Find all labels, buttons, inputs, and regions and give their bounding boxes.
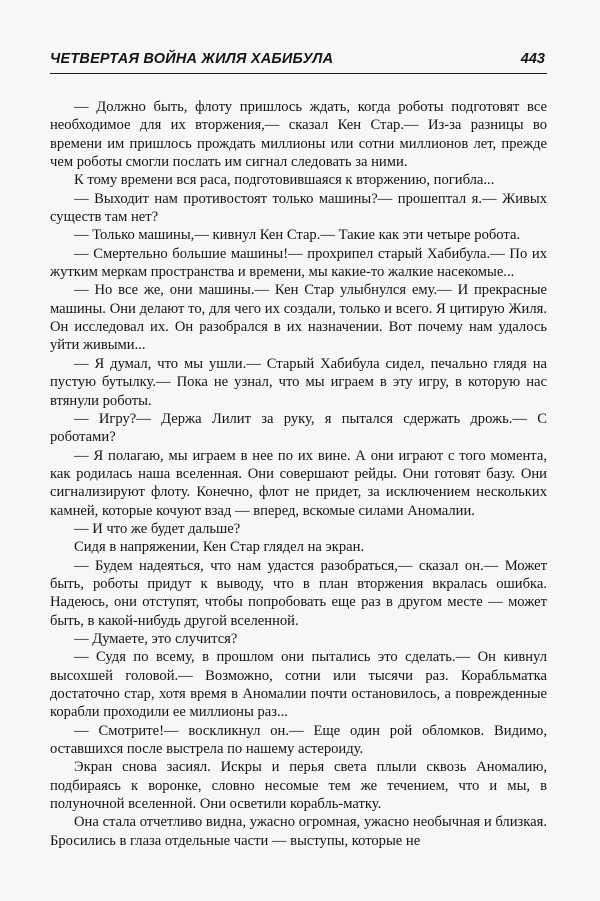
paragraph: — Я полагаю, мы играем в нее по их вине. А они играют с того момента, как родилась наша вселенная. Они совершают рейды. Они готовят базу. Они сигнализируют флоту. Конечно, флот не придет, за исключением нескольких камней, которые кочуют взад — вперед, вскомые силами Аномалии. (50, 447, 547, 519)
paragraph: — Должно быть, флоту пришлось ждать, когда роботы подготовят все необходимое для их вторжения,— сказал Кен Стар.— Из-за разницы во времени им пришлось прождать миллионы или сотни миллионов лет, прежде чем роботы смогли послать им сигнал следовать за ними. (50, 99, 547, 171)
paragraph: — Игру?— Держа Лилит за руку, я пытался сдержать дрожь.— С роботами? (50, 410, 547, 446)
body-text (50, 98, 547, 850)
paragraph: — Но все же, они машины.— Кен Стар улыбнулся ему.— И прекрасные машины. Они делают то, для чего их создали, только и всего. Я цитирую Жиля. Он исследовал их. Он разобрался в их назначении. Вот почему нам удалось уйти живыми... (50, 282, 547, 354)
paragraph: — Только машины,— кивнул Кен Стар.— Такие как эти четыре робота. (74, 227, 521, 244)
paragraph: — Смотрите!— воскликнул он.— Еще один рой обломков. Видимо, оставшихся после выстрела по нашему астероиду. (50, 722, 547, 758)
paragraph: — И что же будет дальше? (74, 520, 241, 537)
paragraph: — Будем надеяться, что нам удастся разобраться,— сказал он.— Может быть, роботы придут к выводу, что в план вторжения вкралась ошибка. Надеюсь, они отступят, чтобы попробовать еще раз в другом месте — может быть, в какой-нибудь другой вселенной. (50, 557, 547, 629)
chapter-title: ЧЕТВЕРТАЯ ВОЙНА ЖИЛЯ ХАБИБУЛА (50, 51, 334, 67)
page-number: 443 (520, 51, 545, 67)
paragraph: — Судя по всему, в прошлом они пытались это сделать.— Он кивнул высохшей головой.— Возможно, сотни или тысячи раз. Корабльматка достаточно стар, хотя время в Аномалии почти остановилось, а поврежденные корабли проходили ее миллионы раз... (50, 649, 547, 721)
paragraph: — Думаете, это случится? (74, 630, 238, 647)
paragraph: К тому времени вся раса, подготовившаяся к вторжению, погибла... (74, 172, 495, 189)
paragraph: — Я думал, что мы ушли.— Старый Хабибула сидел, печально глядя на пустую бутылку.— Пока не узнал, что мы играем в эту игру, в которую нас втянули роботы. (50, 355, 547, 409)
paragraph: — Смертельно большие машины!— прохрипел старый Хабибула.— По их жутким меркам пространства и времени, мы какие-то жалкие насекомые... (50, 245, 547, 281)
running-header (50, 49, 547, 74)
paragraph: Экран снова засиял. Искры и перья света плыли сквозь Аномалию, подбираясь к воронке, словно несомые тем же течением, что и мы, в полуночной вселенной. Они осветили корабль-матку. (50, 759, 547, 813)
paragraph: — Выходит нам противостоят только машины?— прошептал я.— Живых существ там нет? (50, 190, 547, 226)
paragraph: Сидя в напряжении, Кен Стар глядел на экран. (74, 539, 365, 556)
paragraph: Она стала отчетливо видна, ужасно огромная, ужасно необычная и близкая. Бросились в глаза отдельные части — выступы, которые не (50, 814, 547, 849)
